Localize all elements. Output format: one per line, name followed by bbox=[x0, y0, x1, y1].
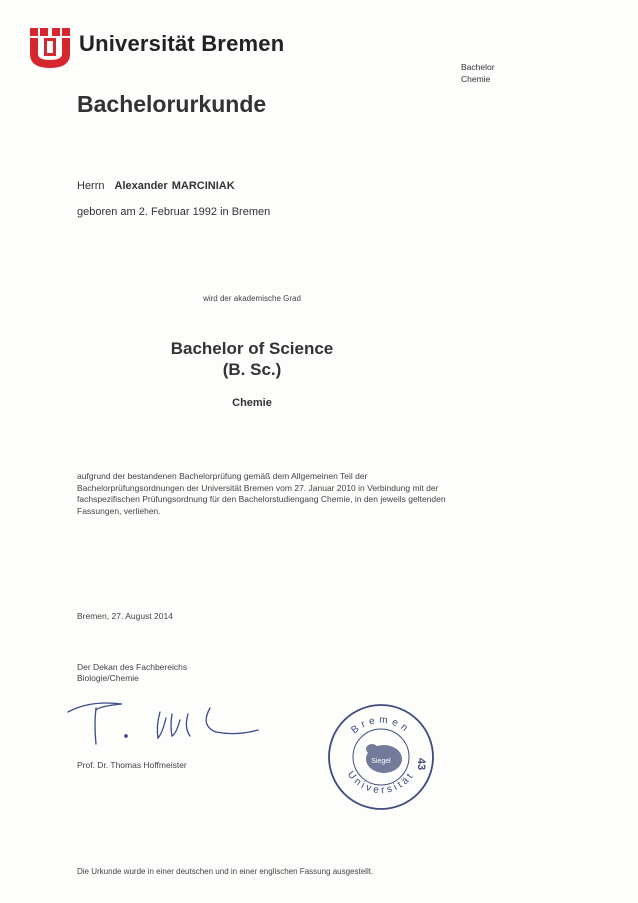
university-name: Universität Bremen bbox=[79, 31, 285, 56]
footer-note: Die Urkunde wurde in einer deutschen und in einer englischen Fassung ausgestellt. bbox=[77, 867, 374, 876]
birth-line: geboren am 2. Februar 1992 in Bremen bbox=[77, 206, 271, 218]
first-name: Alexander bbox=[114, 180, 168, 192]
university-logo-icon bbox=[30, 28, 70, 68]
seal-bottom-text: Universität bbox=[344, 769, 418, 797]
dean-block bbox=[77, 662, 187, 684]
svg-text:Universität bbox=[345, 769, 417, 796]
dean-title: Der Dekan des Fachbereichs bbox=[77, 662, 188, 672]
legal-text: aufgrund der bestandenen Bachelorprüfung gemäß dem Allgemeinen Teil der Bachelorprüfungsordnungen der Universität Bremen vom 27. Januar 2010 in Verbindung mit der fachspezifischen Prüfungsordnung für den Bachelorstudiengang Chemie, in den jeweils geltenden Fassungen, verliehen. bbox=[77, 471, 446, 516]
seal-top-text: Bremen bbox=[349, 714, 413, 737]
svg-text:Bremen bbox=[349, 715, 412, 737]
seal-center-text: Siegel bbox=[371, 758, 391, 765]
dean-faculty: Biologie/Chemie bbox=[77, 673, 139, 683]
salutation: Herrn bbox=[77, 180, 105, 192]
degree-title bbox=[0, 338, 504, 380]
seal-number: 43 bbox=[415, 757, 427, 771]
degree-subject: Chemie bbox=[232, 397, 272, 409]
recipient-line bbox=[77, 180, 235, 192]
corner-label bbox=[461, 61, 495, 85]
degree-abbreviation: (B. Sc.) bbox=[222, 360, 282, 379]
degree-name: Bachelor of Science bbox=[170, 339, 334, 358]
signer-name: Prof. Dr. Thomas Hoffmeister bbox=[77, 760, 187, 770]
corner-subject: Chemie bbox=[461, 74, 491, 84]
dean-signature-icon bbox=[60, 690, 280, 750]
last-name: MARCINIAK bbox=[171, 180, 235, 192]
university-seal-icon bbox=[326, 702, 436, 812]
granted-line: wird der akademische Grad bbox=[203, 294, 301, 303]
document-title: Bachelorurkunde bbox=[77, 91, 267, 117]
corner-degree: Bachelor bbox=[461, 62, 495, 72]
place-date: Bremen, 27. August 2014 bbox=[77, 611, 173, 621]
